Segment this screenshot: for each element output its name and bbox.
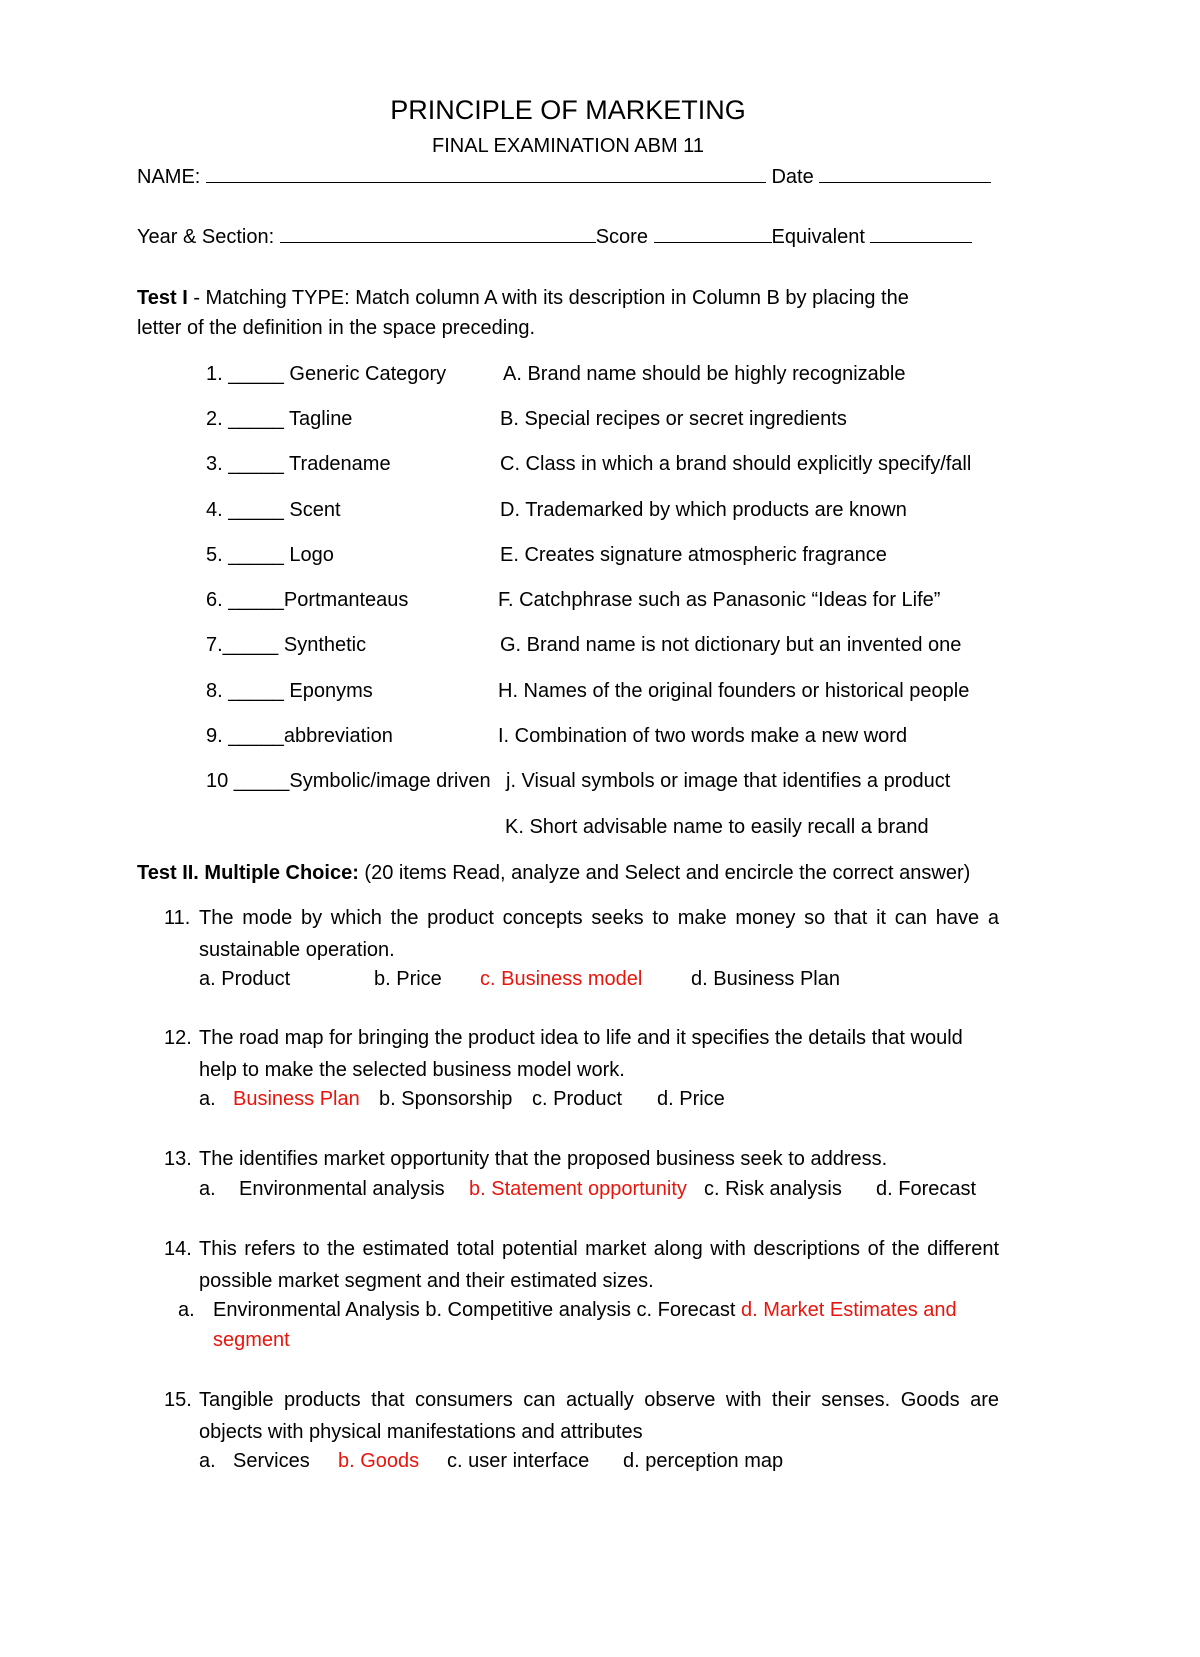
q12-option-a-letter: a. bbox=[199, 1088, 216, 1110]
matching-item-4 bbox=[206, 497, 341, 523]
q15-text: Tangible products that consumers can actually observe with their senses. Goods are objects with physical manifestations and attributes bbox=[199, 1389, 999, 1443]
matching-blank[interactable]: 7._____ bbox=[206, 634, 279, 656]
matching-blank[interactable]: 10 _____ bbox=[206, 770, 290, 792]
matching-term: Eponyms bbox=[283, 680, 373, 702]
page-title: PRINCIPLE OF MARKETING bbox=[390, 95, 746, 125]
q12-option-d[interactable]: d. Price bbox=[657, 1088, 725, 1110]
q12-option-a[interactable]: Business Plan bbox=[233, 1088, 360, 1110]
matching-term: Tagline bbox=[283, 408, 353, 430]
q11-option-b[interactable]: b. Price bbox=[374, 968, 442, 990]
q13-option-c[interactable]: c. Risk analysis bbox=[704, 1178, 842, 1200]
matching-term: Portmanteaus bbox=[283, 589, 409, 611]
q14-options-text[interactable]: Environmental Analysis b. Competitive analysis c. Forecast bbox=[213, 1299, 741, 1321]
matching-item-1 bbox=[206, 361, 446, 387]
q13-option-a-letter: a. bbox=[199, 1178, 216, 1200]
test1-heading-rest: - Matching TYPE: Match column A with its description in Column B by placing the bbox=[187, 287, 909, 309]
matching-term: Tradename bbox=[283, 453, 391, 475]
test2-heading-bold: Test II. Multiple Choice: bbox=[137, 862, 359, 884]
matching-term: Synthetic bbox=[278, 634, 367, 656]
q13-option-d[interactable]: d. Forecast bbox=[876, 1178, 977, 1200]
q12-text: The road map for bringing the product idea to life and it specifies the details that would help to make the selected business model work. bbox=[199, 1027, 963, 1081]
matching-item-7 bbox=[206, 632, 366, 658]
q11-text: The mode by which the product concepts seeks to make money so that it can have a sustainable operation. bbox=[199, 907, 999, 961]
q11-option-a[interactable]: a. Product bbox=[199, 968, 291, 990]
test2-heading bbox=[137, 860, 970, 886]
year-section-field[interactable] bbox=[280, 224, 596, 243]
q12-option-c[interactable]: c. Product bbox=[532, 1088, 623, 1110]
q11-number: 11. bbox=[164, 907, 191, 929]
date-label: Date bbox=[771, 166, 814, 188]
q14-option-a-letter: a. bbox=[178, 1299, 195, 1321]
test1-heading-line2: letter of the definition in the space preceding. bbox=[137, 317, 536, 339]
q12-option-b[interactable]: b. Sponsorship bbox=[379, 1088, 513, 1110]
matching-desc-c: C. Class in which a brand should explicitly specify/fall bbox=[500, 453, 972, 475]
matching-desc-i: I. Combination of two words make a new word bbox=[498, 725, 908, 747]
q15-option-a-letter: a. bbox=[199, 1450, 216, 1472]
matching-desc-k: K. Short advisable name to easily recall a brand bbox=[505, 816, 929, 838]
test1-heading bbox=[137, 285, 909, 311]
score-label: Score bbox=[595, 226, 648, 248]
matching-blank[interactable]: 6. _____ bbox=[206, 589, 284, 611]
q15-option-b[interactable]: b. Goods bbox=[338, 1450, 420, 1472]
test1-heading-bold: Test I bbox=[137, 287, 188, 309]
matching-blank[interactable]: 8. _____ bbox=[206, 680, 284, 702]
q11-option-d[interactable]: d. Business Plan bbox=[691, 968, 840, 990]
q13-text: The identifies market opportunity that the proposed business seek to address. bbox=[199, 1148, 888, 1170]
q15-option-c[interactable]: c. user interface bbox=[447, 1450, 590, 1472]
score-field[interactable] bbox=[654, 224, 772, 243]
matching-blank[interactable]: 1. _____ bbox=[206, 363, 284, 385]
matching-blank[interactable]: 9. _____ bbox=[206, 725, 284, 747]
name-row bbox=[137, 164, 991, 190]
matching-item-5 bbox=[206, 542, 334, 568]
matching-blank[interactable]: 3. _____ bbox=[206, 453, 284, 475]
matching-item-2 bbox=[206, 406, 352, 432]
test2-heading-rest: (20 items Read, analyze and Select and encircle the correct answer) bbox=[358, 862, 971, 884]
matching-desc-b: B. Special recipes or secret ingredients bbox=[500, 408, 847, 430]
date-field[interactable] bbox=[819, 164, 991, 183]
matching-term: Scent bbox=[283, 499, 341, 521]
matching-term: Generic Category bbox=[283, 363, 447, 385]
name-label: NAME: bbox=[137, 166, 201, 188]
matching-item-10 bbox=[206, 768, 491, 794]
equivalent-field[interactable] bbox=[870, 224, 972, 243]
matching-blank[interactable]: 4. _____ bbox=[206, 499, 284, 521]
q14-number: 14. bbox=[164, 1238, 192, 1260]
q11-option-c[interactable]: c. Business model bbox=[480, 968, 643, 990]
q12-number: 12. bbox=[164, 1027, 192, 1049]
q15-number: 15. bbox=[164, 1389, 192, 1411]
q13-option-b[interactable]: b. Statement opportunity bbox=[469, 1178, 687, 1200]
matching-blank[interactable]: 5. _____ bbox=[206, 544, 284, 566]
matching-desc-e: E. Creates signature atmospheric fragrance bbox=[500, 544, 887, 566]
matching-blank[interactable]: 2. _____ bbox=[206, 408, 284, 430]
matching-item-6 bbox=[206, 587, 408, 613]
matching-item-8 bbox=[206, 678, 373, 704]
q15-option-a[interactable]: Services bbox=[233, 1450, 310, 1472]
q14-text: This refers to the estimated total potential market along with descriptions of the different possible market segment and their estimated sizes. bbox=[199, 1238, 999, 1292]
q13-option-a[interactable]: Environmental analysis bbox=[239, 1178, 445, 1200]
matching-term: abbreviation bbox=[283, 725, 393, 747]
q13-number: 13. bbox=[164, 1148, 192, 1170]
matching-desc-g: G. Brand name is not dictionary but an invented one bbox=[500, 634, 962, 656]
matching-desc-d: D. Trademarked by which products are known bbox=[500, 499, 907, 521]
matching-desc-f: F. Catchphrase such as Panasonic “Ideas for Life” bbox=[498, 589, 941, 611]
q14-options-abc[interactable] bbox=[213, 1297, 957, 1323]
name-field[interactable] bbox=[206, 164, 766, 183]
equivalent-label: Equivalent bbox=[771, 226, 865, 248]
matching-item-3 bbox=[206, 451, 391, 477]
q14-option-d[interactable]: d. Market Estimates and bbox=[741, 1299, 957, 1321]
matching-term: Logo bbox=[283, 544, 334, 566]
matching-desc-j: j. Visual symbols or image that identifies a product bbox=[506, 770, 951, 792]
matching-item-9 bbox=[206, 723, 393, 749]
matching-desc-a: A. Brand name should be highly recognizable bbox=[503, 363, 906, 385]
year-section-label: Year & Section: bbox=[137, 226, 275, 248]
page-subtitle: FINAL EXAMINATION ABM 11 bbox=[432, 135, 704, 157]
year-section-row bbox=[137, 224, 972, 250]
matching-term: Symbolic/image driven bbox=[289, 770, 491, 792]
matching-desc-h: H. Names of the original founders or historical people bbox=[498, 680, 970, 702]
q15-option-d[interactable]: d. perception map bbox=[623, 1450, 784, 1472]
q14-option-d-cont[interactable]: segment bbox=[213, 1329, 290, 1351]
